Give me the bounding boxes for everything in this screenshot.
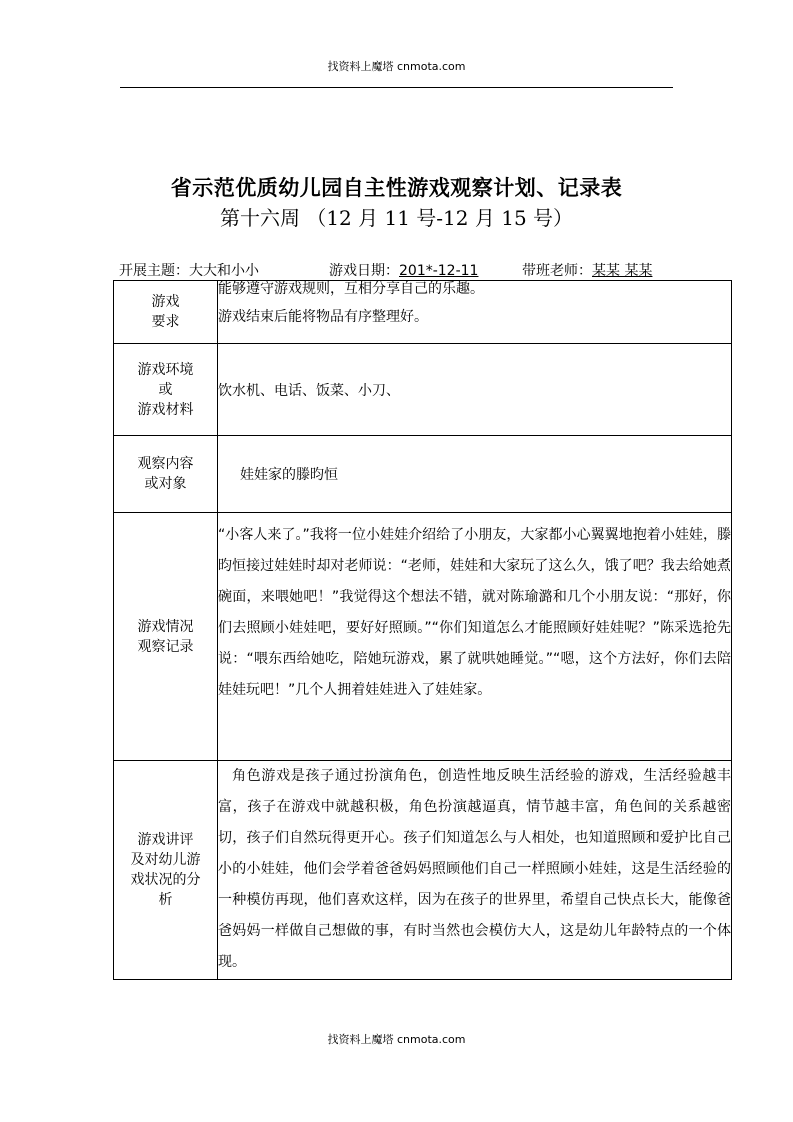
requirements-label-line: 要求 (151, 314, 180, 330)
teacher-value: 某某 某某 (592, 263, 653, 279)
record-label-line: 观察记录 (137, 638, 194, 655)
record-label-line: 游戏情况 (137, 618, 194, 635)
record-text: “小客人来了。”我将一位小娃娃介绍给了小朋友，大家都小心翼翼地抱着小娃娃，滕昀恒接过娃娃时却对老师说：“老师，娃娃和大家玩了这么久，饿了吧？我去给她煮碗面，来喂她吧！”我觉得这个想法不错，就对陈瑜潞和几个小朋友说：“那好，你们去照顾小娃娃吧，要好好照顾。”“你们知道怎么才能照顾好娃娃呢？”陈采选抢先说：“喂东西给她吃，陪她玩游戏，累了就哄她睡觉。”“嗯，这个方法好，你们去陪娃娃玩吧！”几个人拥着娃娃进入了娃娃家。 (218, 527, 731, 698)
requirements-line: 游戏结束后能将物品有序整理好。 (218, 309, 428, 325)
requirements-line: 能够遵守游戏规则，互相分享自己的乐趣。 (218, 281, 484, 297)
observation-text: 娃娃家的滕昀恒 (240, 467, 338, 483)
analysis-text: 角色游戏是孩子通过扮演角色，创造性地反映生活经验的游戏，生活经验越丰富，孩子在游戏中就越积极，角色扮演越逼真，情节越丰富，角色间的关系越密切，孩子们自然玩得更开心。孩子们知道怎么与人相处，也知道照顾和爱护比自己小的小娃娃，他们会学着爸爸妈妈照顾他们自己一样照顾小娃娃，这是生活经验的一种模仿再现，他们喜欢这样，因为在孩子的世界里，希望自己快点长大，能像爸爸妈妈一样做自己想做的事，有时当然也会模仿大人，这是幼儿年龄特点的一个体现。 (218, 768, 731, 970)
analysis-label-line: 析 (158, 892, 173, 908)
table-row (114, 344, 732, 436)
table-row (114, 761, 732, 980)
page-footer: 找资料上魔塔 cnmota.com (327, 1033, 466, 1046)
requirements-content (218, 281, 732, 344)
teacher-label: 带班老师： (522, 263, 592, 279)
requirements-label-line: 游戏 (151, 294, 180, 310)
requirements-label (114, 281, 218, 344)
environment-label-line: 游戏环境 (137, 361, 194, 378)
table-row (114, 281, 732, 344)
environment-label-line: 或 (158, 381, 173, 398)
observation-label (114, 436, 218, 513)
analysis-content (218, 761, 732, 980)
observation-content (218, 436, 732, 513)
theme-label: 开展主题： (119, 263, 189, 279)
theme-value: 大大和小小 (189, 263, 259, 279)
record-content (218, 513, 732, 761)
environment-label (114, 344, 218, 436)
analysis-label-line: 及对幼儿游 (130, 852, 201, 868)
environment-content (218, 344, 732, 436)
page-header: 找资料上魔塔 cnmota.com (327, 60, 466, 73)
observation-label-line: 观察内容 (137, 456, 194, 472)
analysis-label (114, 761, 218, 980)
header-divider (120, 87, 673, 88)
document-title: 省示范优质幼儿园自主性游戏观察计划、记录表 (170, 175, 623, 200)
analysis-label-line: 戏状况的分 (130, 872, 201, 888)
environment-label-line: 游戏材料 (137, 401, 194, 418)
environment-text: 饮水机、电话、饭菜、小刀、 (218, 382, 400, 399)
date-label: 游戏日期： (329, 263, 399, 279)
table-row (114, 513, 732, 761)
observation-table (113, 280, 732, 980)
date-value: 201*-12-11 (399, 263, 479, 279)
record-label (114, 513, 218, 761)
analysis-label-line: 游戏讲评 (137, 832, 194, 848)
table-row (114, 436, 732, 513)
observation-label-line: 或对象 (144, 476, 187, 492)
document-subtitle: 第十六周 （12 月 11 号-12 月 15 号） (219, 206, 574, 230)
